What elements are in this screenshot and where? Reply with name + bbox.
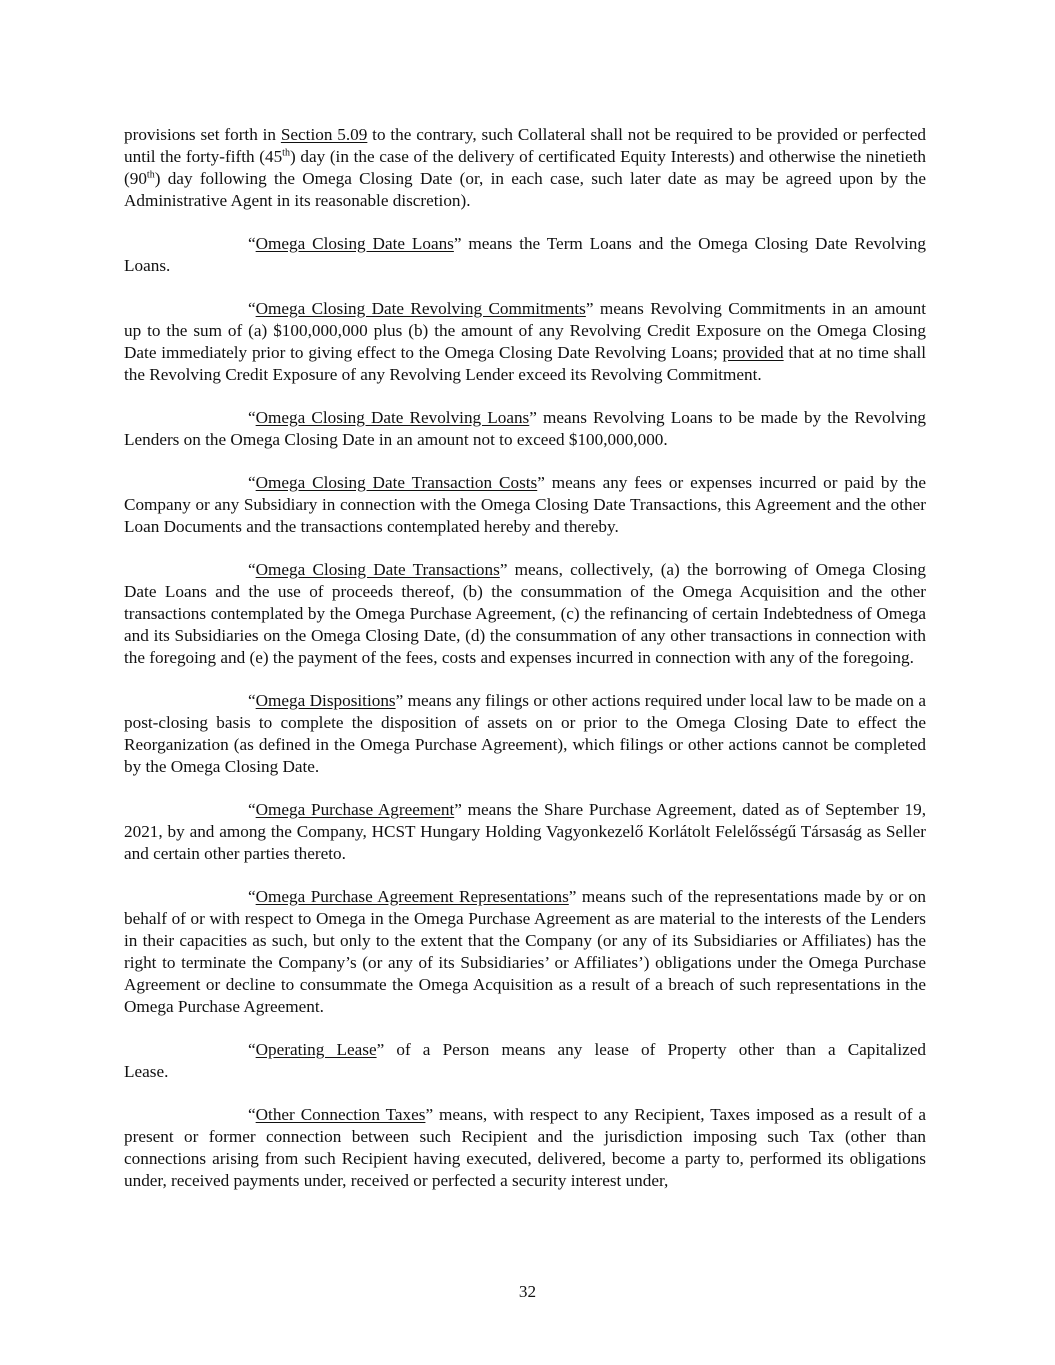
definition-text: ” means, collectively, (a) the borrowing of Omega Closing Date Loans and the use of proceeds thereof, (b) the consummation of the Omega Acquisition and the other transactions contemplated by the Omega Purchase Agreement, (c) the refinancing of certain Indebtedness of Omega and its Subsidiaries on the Omega Closing Date, (d) the consummation of any other transactions in connection with the foregoing and (e) the payment of the fees, costs and expenses incurred in connection with any of the foregoing.	[124, 560, 926, 667]
open-quote: “	[248, 234, 256, 253]
text: provisions set forth in	[124, 125, 281, 144]
definition-text: ” of a Person means any lease of Property other than a Capitalized	[376, 1040, 926, 1059]
open-quote: “	[248, 299, 256, 318]
definition-omega-closing-date-revolving-loans	[124, 407, 926, 451]
definition-omega-purchase-agreement	[124, 799, 926, 865]
text: ) day following the Omega Closing Date (or, in each case, such later date as may be agreed upon by the Administrative Agent in its reasonable discretion).	[124, 169, 926, 210]
open-quote: “	[248, 408, 256, 427]
document-body	[124, 124, 926, 1213]
definition-omega-purchase-agreement-representations	[124, 886, 926, 1018]
operating-lease-line	[124, 1039, 926, 1061]
open-quote: “	[248, 1040, 256, 1059]
definition-text: ” means the Share Purchase Agreement, dated as of September 19, 2021, by and among the Company, HCST Hungary Holding Vagyonkezelő Korlátolt Felelősségű Társaság as Seller and certain other parties thereto.	[124, 800, 926, 863]
text: to the contrary, such Collateral shall not be required to be provided or perfected until the forty-fifth (45	[124, 125, 927, 166]
superscript: th	[282, 147, 290, 159]
open-quote: “	[248, 691, 256, 710]
defined-term: Omega Closing Date Revolving Loans	[255, 408, 530, 427]
definition-text: ” means such of the representations made by or on behalf of or with respect to Omega in the Omega Purchase Agreement as are material to the interests of the Lenders in their capacities as such, but only to the extent that the Company (or any of its Subsidiaries or Affiliates) has the right to terminate the Company’s (or any of its Subsidiaries’ or Affiliates’) obligations under the Omega Purchase Agreement or decline to consummate the Omega Acquisition as a result of a breach of such representations in the Omega Purchase Agreement.	[124, 887, 926, 1016]
paragraph-continuation	[124, 124, 926, 212]
defined-term: Omega Dispositions	[255, 691, 396, 710]
definition-omega-closing-date-transactions	[124, 559, 926, 669]
text: ) day (in the case of the delivery of certificated Equity Interests) and otherwise the ninetieth (90	[124, 147, 926, 188]
definition-text: ” means any filings or other actions required under local law to be made on a post-closing basis to complete the disposition of assets on or prior to the Omega Closing Date to effect the Reorganization (as defined in the Omega Purchase Agreement), which filings or other actions cannot be completed by the Omega Closing Date.	[124, 691, 926, 776]
page-number: 32	[518, 1282, 537, 1301]
defined-term: Omega Purchase Agreement Representations	[255, 887, 569, 906]
definition-text: ” means Revolving Commitments in an amount up to the sum of (a) $100,000,000 plus (b) the amount of any Revolving Credit Exposure on the Omega Closing Date immediately prior to giving effect to the Omega Closing Date Revolving Loans;	[124, 299, 927, 362]
defined-term: Omega Closing Date Transaction Costs	[255, 473, 538, 492]
definition-text: ” means any fees or expenses incurred or paid by the Company or any Subsidiary in connection with the Omega Closing Date Transactions, this Agreement and the other Loan Documents and the transactions contemplated hereby and thereby.	[124, 473, 926, 536]
definition-text: ” means, with respect to any Recipient, Taxes imposed as a result of a present or former connection between such Recipient and the jurisdiction imposing such Tax (other than connections arising from such Recipient having executed, delivered, become a party to, performed its obligations under, received payments under, received or perfected a security interest under,	[124, 1105, 926, 1190]
open-quote: “	[248, 473, 256, 492]
defined-term: Omega Closing Date Revolving Commitments	[255, 299, 586, 318]
open-quote: “	[248, 560, 256, 579]
defined-term: Omega Purchase Agreement	[255, 800, 455, 819]
definition-omega-closing-date-loans	[124, 233, 926, 277]
definition-other-connection-taxes	[124, 1104, 926, 1192]
defined-term: Omega Closing Date Loans	[255, 234, 454, 253]
defined-term: Operating Lease	[255, 1040, 377, 1059]
open-quote: “	[248, 1105, 256, 1124]
defined-term: Other Connection Taxes	[255, 1105, 426, 1124]
open-quote: “	[248, 887, 256, 906]
operating-lease-continuation: Lease.	[124, 1062, 169, 1081]
definition-omega-closing-date-transaction-costs	[124, 472, 926, 538]
definition-text: ” means the Term Loans and the Omega Closing Date Revolving Loans.	[124, 234, 926, 275]
defined-term: Omega Closing Date Transactions	[255, 560, 500, 579]
definition-text: ” means Revolving Loans to be made by the Revolving Lenders on the Omega Closing Date in an amount not to exceed $100,000,000.	[124, 408, 927, 449]
provided-term: provided	[722, 343, 784, 362]
definition-operating-lease	[124, 1039, 926, 1083]
definition-omega-dispositions	[124, 690, 926, 778]
definition-text: that at no time shall the Revolving Credit Exposure of any Revolving Lender exceed its Revolving Commitment.	[124, 343, 926, 384]
section-reference: Section 5.09	[280, 125, 368, 144]
superscript: th	[146, 169, 155, 181]
definition-omega-closing-date-revolving-commitments	[124, 298, 926, 386]
open-quote: “	[248, 800, 256, 819]
